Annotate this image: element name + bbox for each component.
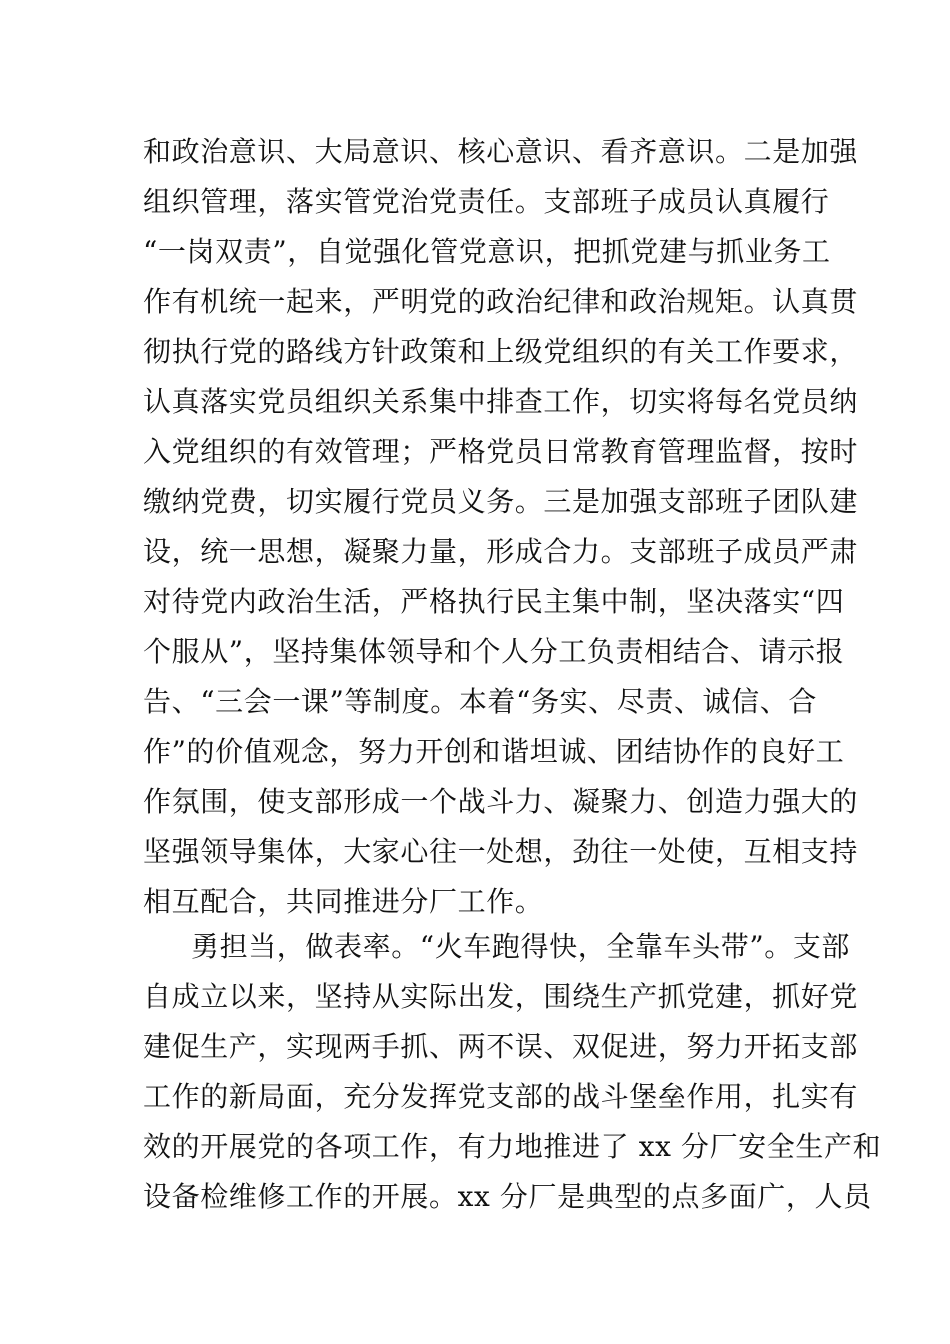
text-line: 作有机统一起来，严明党的政治纪律和政治规矩。认真贯 <box>143 285 859 318</box>
text-line: 缴纳党费，切实履行党员义务。三是加强支部班子团队建 <box>143 485 859 518</box>
text-line: 效的开展党的各项工作，有力地推进了 xx 分厂安全生产和 <box>143 1130 882 1163</box>
text-line: 工作的新局面，充分发挥党支部的战斗堡垒作用，扎实有 <box>143 1080 859 1113</box>
text-line: 告、“三会一课”等制度。本着“务实、尽责、诚信、合 <box>143 685 817 718</box>
text-line: 建促生产，实现两手抓、两不误、双促进，努力开拓支部 <box>143 1030 859 1063</box>
text-line: 相互配合，共同推进分厂工作。 <box>143 885 544 918</box>
text-line: 认真落实党员组织关系集中排查工作，切实将每名党员纳 <box>143 385 859 418</box>
text-line: 组织管理，落实管党治党责任。支部班子成员认真履行 <box>143 185 830 218</box>
text-line: 作氛围，使支部形成一个战斗力、凝聚力、创造力强大的 <box>143 785 859 818</box>
text-line: 自成立以来，坚持从实际出发，围绕生产抓党建，抓好党 <box>143 980 859 1013</box>
text-line: 坚强领导集体，大家心往一处想，劲往一处使，互相支持 <box>143 835 859 868</box>
text-line: “一岗双责”，自觉强化管党意识，把抓党建与抓业务工 <box>143 235 831 268</box>
text-line: 设备检维修工作的开展。xx 分厂是典型的点多面广，人员 <box>143 1180 872 1213</box>
paragraph-2 <box>143 922 882 1222</box>
text-line: 和政治意识、大局意识、核心意识、看齐意识。二是加强 <box>143 135 859 168</box>
paragraph-1 <box>143 127 859 927</box>
text-line: 作”的价值观念，努力开创和谐坦诚、团结协作的良好工 <box>143 735 845 768</box>
text-line: 勇担当，做表率。“火车跑得快，全靠车头带”。支部 <box>191 930 851 963</box>
text-line: 设，统一思想，凝聚力量，形成合力。支部班子成员严肃 <box>143 535 859 568</box>
text-line: 对待党内政治生活，严格执行民主集中制，坚决落实“四 <box>143 585 845 618</box>
text-line: 个服从”，坚持集体领导和个人分工负责相结合、请示报 <box>143 635 845 668</box>
text-line: 入党组织的有效管理；严格党员日常教育管理监督，按时 <box>143 435 859 468</box>
text-line: 彻执行党的路线方针政策和上级党组织的有关工作要求， <box>143 335 859 368</box>
